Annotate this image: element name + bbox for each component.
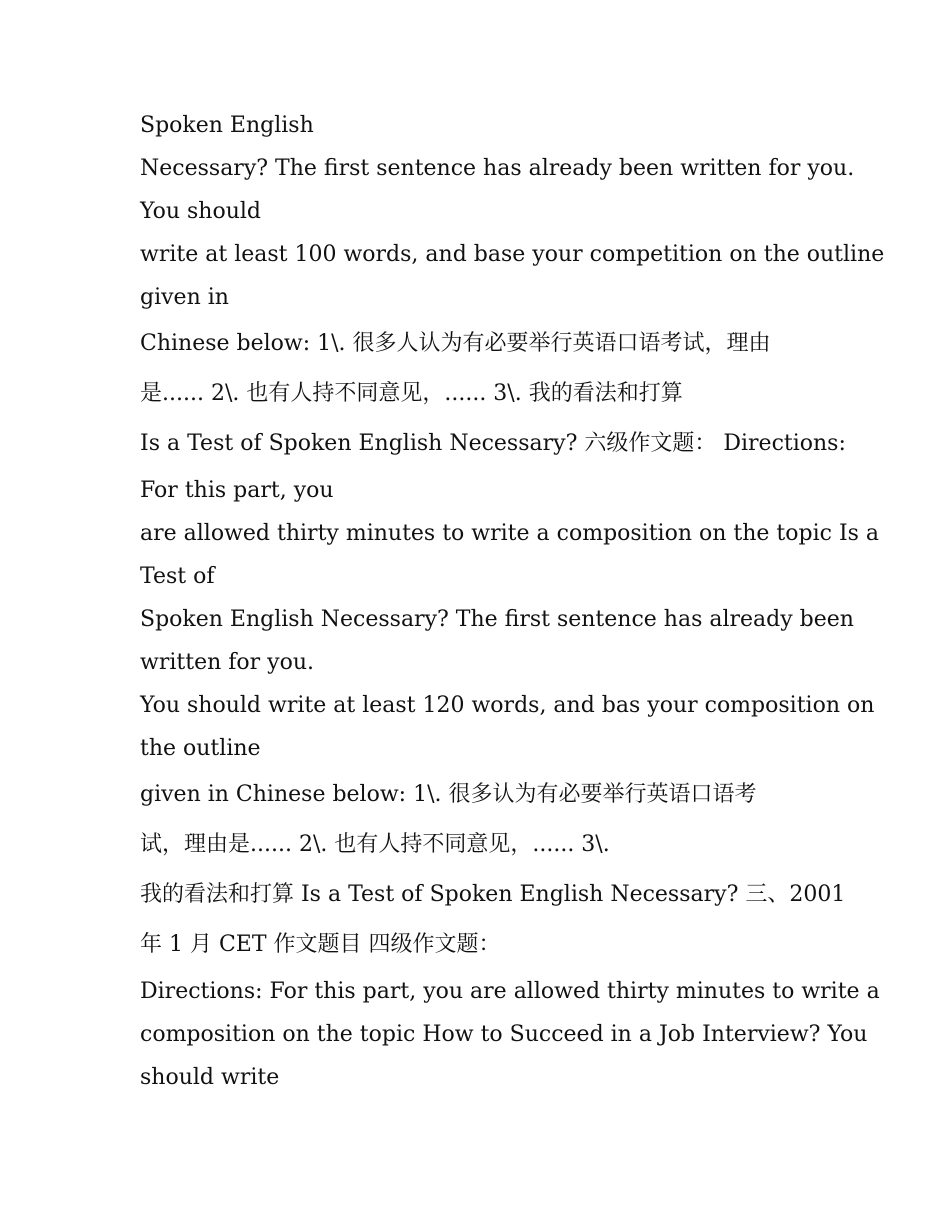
text-line: Is a Test of Spoken English Necessary? 六级作文题： Directions: [140, 431, 846, 456]
text-line: composition on the topic How to Succeed in a Job Interview? You [140, 1022, 868, 1047]
text-line: You should [140, 199, 262, 224]
text-line: Spoken English Necessary? The first sentence has already been [140, 607, 854, 632]
text-line: You should write at least 120 words, and bas your composition on [140, 693, 875, 718]
text-line: 年 1 月 CET 作文题目 四级作文题： [140, 932, 501, 957]
text-line: 我的看法和打算 Is a Test of Spoken English Necessary? 三、2001 [140, 882, 846, 907]
text-line: Necessary? The first sentence has already been written for you. [140, 156, 855, 181]
text-line: write at least 100 words, and base your competition on the outline [140, 242, 885, 267]
text-line: given in Chinese below: 1\. 很多认为有必要举行英语口语考 [140, 782, 757, 807]
text-line: written for you. [140, 650, 314, 675]
text-line: For this part, you [140, 478, 334, 503]
document-body [140, 104, 885, 1099]
text-line: 试，理由是...... 2\. 也有人持不同意见，...... 3\. [140, 832, 610, 857]
text-line: 是...... 2\. 也有人持不同意见，...... 3\. 我的看法和打算 [140, 381, 683, 406]
text-line: the outline [140, 736, 261, 761]
text-line: Directions: For this part, you are allowed thirty minutes to write a [140, 979, 880, 1004]
text-line: Test of [140, 564, 215, 589]
text-line: are allowed thirty minutes to write a composition on the topic Is a [140, 521, 880, 546]
text-line: Chinese below: 1\. 很多人认为有必要举行英语口语考试，理由 [140, 331, 771, 356]
text-line: should write [140, 1065, 280, 1090]
text-line: given in [140, 285, 229, 310]
text-line: Spoken English [140, 113, 314, 138]
